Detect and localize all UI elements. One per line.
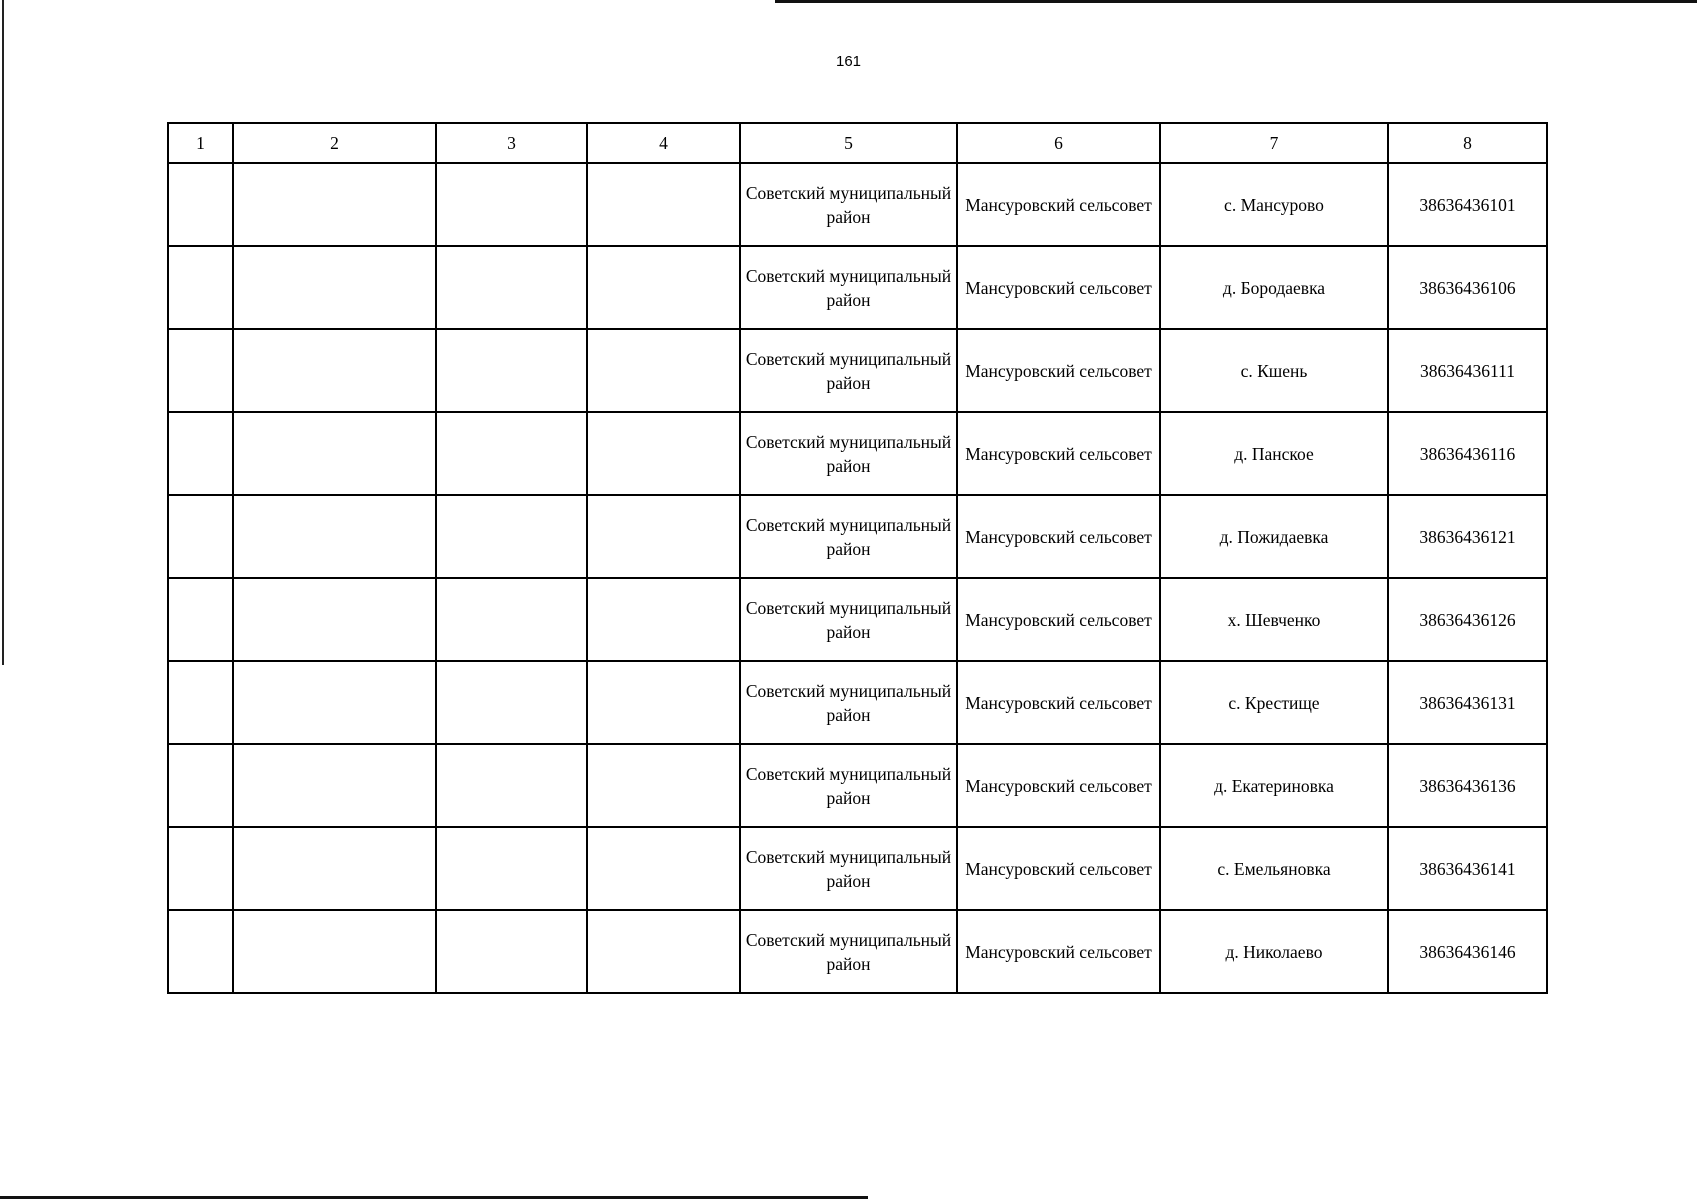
settlement-cell: д. Пожидаевка: [1160, 495, 1388, 578]
table-cell-col2: [233, 246, 436, 329]
scan-border-bottom: [0, 1196, 868, 1199]
table-row: [168, 246, 1547, 329]
table-cell-col1: [168, 329, 233, 412]
district-cell: Советский муниципальный район: [740, 910, 957, 993]
table-cell-col3: [436, 578, 587, 661]
council-cell: Мансуровский сельсовет: [957, 495, 1160, 578]
table-cell-col3: [436, 661, 587, 744]
table-cell-col3: [436, 246, 587, 329]
table-row: [168, 329, 1547, 412]
table-cell-col4: [587, 495, 740, 578]
district-cell: Советский муниципальный район: [740, 578, 957, 661]
column-header: 6: [957, 123, 1160, 163]
table-cell-col2: [233, 744, 436, 827]
district-cell: Советский муниципальный район: [740, 329, 957, 412]
table-cell-col4: [587, 329, 740, 412]
code-cell: 38636436146: [1388, 910, 1547, 993]
table-cell-col4: [587, 661, 740, 744]
column-header: 2: [233, 123, 436, 163]
table-cell-col4: [587, 827, 740, 910]
code-cell: 38636436111: [1388, 329, 1547, 412]
settlement-cell: д. Панское: [1160, 412, 1388, 495]
column-header: 4: [587, 123, 740, 163]
council-cell: Мансуровский сельсовет: [957, 827, 1160, 910]
code-cell: 38636436136: [1388, 744, 1547, 827]
table-cell-col1: [168, 910, 233, 993]
table-row: [168, 744, 1547, 827]
code-cell: 38636436101: [1388, 163, 1547, 246]
table-cell-col1: [168, 246, 233, 329]
council-cell: Мансуровский сельсовет: [957, 578, 1160, 661]
settlement-cell: с. Емельяновка: [1160, 827, 1388, 910]
scan-border-left: [2, 0, 4, 665]
table-cell-col3: [436, 910, 587, 993]
table-cell-col1: [168, 495, 233, 578]
table-cell-col3: [436, 412, 587, 495]
column-header: 7: [1160, 123, 1388, 163]
table-cell-col1: [168, 578, 233, 661]
settlement-cell: с. Кшень: [1160, 329, 1388, 412]
table-row: [168, 412, 1547, 495]
table-cell-col1: [168, 412, 233, 495]
district-cell: Советский муниципальный район: [740, 744, 957, 827]
column-header: 8: [1388, 123, 1547, 163]
table-cell-col4: [587, 578, 740, 661]
table-cell-col3: [436, 163, 587, 246]
code-cell: 38636436126: [1388, 578, 1547, 661]
council-cell: Мансуровский сельсовет: [957, 163, 1160, 246]
settlement-cell: с. Крестище: [1160, 661, 1388, 744]
code-cell: 38636436106: [1388, 246, 1547, 329]
table-cell-col4: [587, 163, 740, 246]
table-row: [168, 827, 1547, 910]
district-cell: Советский муниципальный район: [740, 412, 957, 495]
table-cell-col4: [587, 910, 740, 993]
column-header: 3: [436, 123, 587, 163]
table-cell-col2: [233, 329, 436, 412]
table-cell-col2: [233, 495, 436, 578]
table-row: [168, 661, 1547, 744]
district-cell: Советский муниципальный район: [740, 163, 957, 246]
district-cell: Советский муниципальный район: [740, 495, 957, 578]
code-cell: 38636436121: [1388, 495, 1547, 578]
table-row: [168, 910, 1547, 993]
settlement-cell: с. Мансурово: [1160, 163, 1388, 246]
table-cell-col2: [233, 661, 436, 744]
council-cell: Мансуровский сельсовет: [957, 744, 1160, 827]
table-cell-col1: [168, 163, 233, 246]
column-header: 1: [168, 123, 233, 163]
council-cell: Мансуровский сельсовет: [957, 412, 1160, 495]
council-cell: Мансуровский сельсовет: [957, 246, 1160, 329]
council-cell: Мансуровский сельсовет: [957, 329, 1160, 412]
district-cell: Советский муниципальный район: [740, 827, 957, 910]
table-cell-col2: [233, 827, 436, 910]
code-cell: 38636436131: [1388, 661, 1547, 744]
table-cell-col1: [168, 744, 233, 827]
table-cell-col2: [233, 412, 436, 495]
table-cell-col3: [436, 827, 587, 910]
table-row: [168, 163, 1547, 246]
table-cell-col2: [233, 163, 436, 246]
settlement-cell: д. Бородаевка: [1160, 246, 1388, 329]
page-number: 161: [835, 53, 862, 70]
council-cell: Мансуровский сельсовет: [957, 661, 1160, 744]
table-cell-col4: [587, 246, 740, 329]
table-cell-col1: [168, 661, 233, 744]
table-header-row: [168, 123, 1547, 163]
table-cell-col3: [436, 744, 587, 827]
settlements-table: [167, 122, 1548, 994]
table-cell-col4: [587, 744, 740, 827]
scan-border-top: [775, 0, 1697, 3]
settlement-cell: д. Екатериновка: [1160, 744, 1388, 827]
table-cell-col1: [168, 827, 233, 910]
table-row: [168, 578, 1547, 661]
table-cell-col2: [233, 910, 436, 993]
table-cell-col2: [233, 578, 436, 661]
column-header: 5: [740, 123, 957, 163]
table-cell-col3: [436, 495, 587, 578]
code-cell: 38636436141: [1388, 827, 1547, 910]
district-cell: Советский муниципальный район: [740, 246, 957, 329]
table-cell-col3: [436, 329, 587, 412]
settlement-cell: д. Николаево: [1160, 910, 1388, 993]
council-cell: Мансуровский сельсовет: [957, 910, 1160, 993]
code-cell: 38636436116: [1388, 412, 1547, 495]
table-cell-col4: [587, 412, 740, 495]
settlement-cell: х. Шевченко: [1160, 578, 1388, 661]
table-row: [168, 495, 1547, 578]
district-cell: Советский муниципальный район: [740, 661, 957, 744]
